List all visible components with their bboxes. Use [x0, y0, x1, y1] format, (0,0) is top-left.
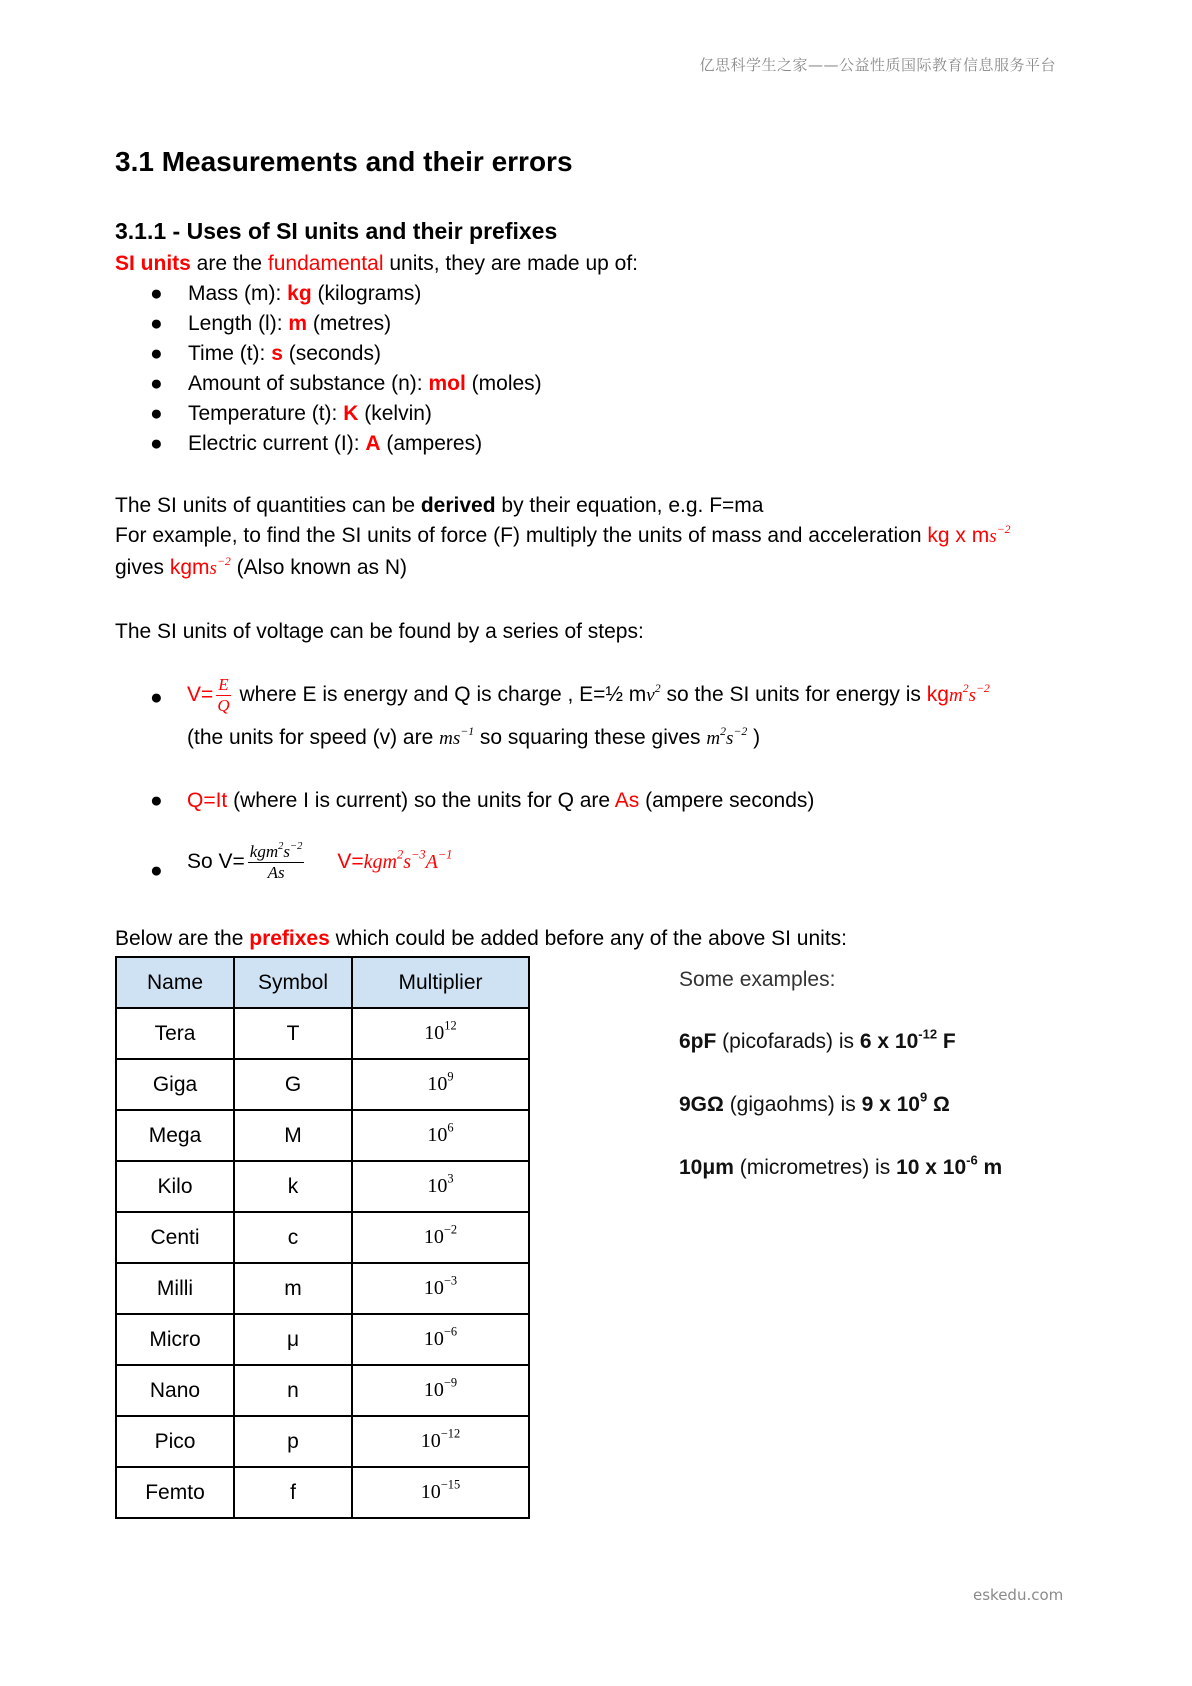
prefixes-intro: Below are the prefixes which could be added before any of the above SI units: — [115, 927, 847, 950]
table-row: Centi c $10^{-2}$ — [116, 1212, 529, 1263]
si-units-term: SI units — [115, 252, 191, 275]
list-item: ● Time (t): s (seconds) — [150, 342, 381, 365]
site-header-title: 亿思科学生之家——公益性质国际教育信息服务平台 — [699, 56, 1056, 74]
derived-line-1: The SI units of quantities can be derived by their equation, e.g. F=ma — [115, 494, 764, 517]
voltage-step-1-note: (the units for speed (v) are $ms^{-1}$ so squaring these gives $m^2s^{-2}$ ) — [187, 725, 761, 749]
list-item: ● Mass (m): kg (kilograms) — [150, 282, 422, 305]
list-item: ● Amount of substance (n): mol (moles) — [150, 372, 542, 395]
table-row: Mega M $10^6$ — [116, 1110, 529, 1161]
derived-line-2: For example, to find the SI units of force (F) multiply the units of mass and acceleration kg x $ms^{-2}$ — [115, 523, 1011, 547]
prefix-table — [115, 956, 530, 1519]
example-item: 10μm (micrometres) is 10 x $10^{-6}$ m — [679, 1152, 1003, 1179]
list-item: ● Electric current (I): A (amperes) — [150, 432, 483, 455]
table-row: Giga G $10^9$ — [116, 1059, 529, 1110]
col-header-name: Name — [116, 957, 234, 1008]
table-row: Tera T $10^{12}$ — [116, 1008, 529, 1059]
list-item: ● Length (l): m (metres) — [150, 312, 392, 335]
table-row: Milli m $10^{-3}$ — [116, 1263, 529, 1314]
table-header-row — [116, 957, 529, 1008]
example-item: 9GΩ (gigaohms) is 9 x $10^9$ Ω — [679, 1089, 950, 1116]
voltage-step-1: V= $\frac{E}{Q}$ where E is energy and Q is charge , E=½ $mv^2$ so the SI units for energy is $kgm^2s^{-2}$ — [187, 675, 990, 715]
example-item: 6pF (picofarads) is 6 x $10^{-12}$ F — [679, 1026, 956, 1053]
fundamental-term: fundamental — [267, 252, 384, 275]
section-title: 3.1 Measurements and their errors — [115, 146, 573, 177]
subsection-title: 3.1.1 - Uses of SI units and their prefixes — [115, 218, 558, 244]
col-header-symbol: Symbol — [234, 957, 352, 1008]
examples-title: Some examples: — [679, 968, 836, 991]
voltage-step-3: So V= $\frac{kgm^2s^{-2}}{As}$ $V=kgm^2s^{-3}A^{-1}$ — [187, 841, 453, 882]
derived-line-3: gives kgms$^{-2}$ (Also known as N) — [115, 555, 408, 579]
si-units-intro: SI units are the fundamental units, they are made up of: — [115, 252, 638, 275]
table-row: Kilo k $10^3$ — [116, 1161, 529, 1212]
table-row: Nano n $10^{-9}$ — [116, 1365, 529, 1416]
voltage-step-2: Q=It (where I is current) so the units for Q are As (ampere seconds) — [187, 789, 815, 812]
list-item: ● Temperature (t): K (kelvin) — [150, 402, 432, 425]
table-row: Pico p $10^{-12}$ — [116, 1416, 529, 1467]
voltage-intro: The SI units of voltage can be found by a series of steps: — [115, 620, 644, 643]
col-header-multiplier: Multiplier — [352, 957, 529, 1008]
table-row: Femto f $10^{-15}$ — [116, 1467, 529, 1518]
table-row: Micro μ $10^{-6}$ — [116, 1314, 529, 1365]
footer-site-url: eskedu.com — [973, 1586, 1064, 1604]
